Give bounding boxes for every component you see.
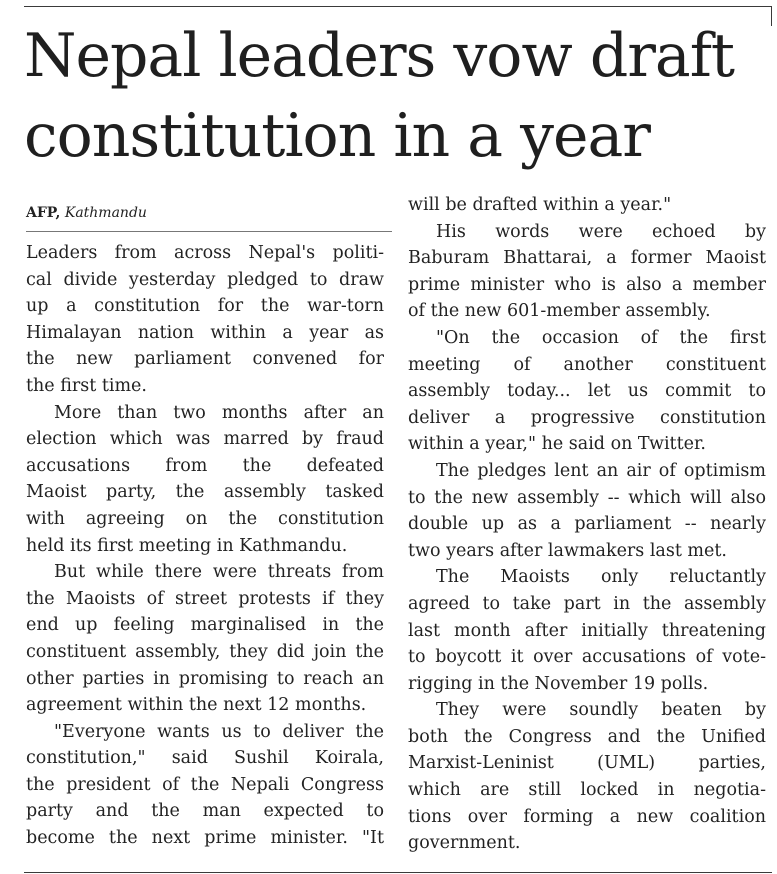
article-text-line: election which was marred by fraud xyxy=(26,429,384,450)
article-text-line: Marxist-Leninist (UML) parties, xyxy=(408,753,766,774)
article-text-line: meeting of another constituent xyxy=(408,354,766,375)
article-text-line: of the new 601-member assembly. xyxy=(408,301,711,322)
article-text-line: constituent assembly, they did join the xyxy=(26,641,384,662)
byline xyxy=(26,205,147,221)
article-text-line: constitution," said Sushil Koirala, xyxy=(26,748,384,769)
article-text-line: "On the occasion of the first xyxy=(436,327,766,348)
article-text-line: within a year," he said on Twitter. xyxy=(408,434,706,455)
article-text-line: deliver a progressive constitution xyxy=(408,407,766,428)
headline-line-2: constitution in a year xyxy=(24,101,650,171)
article-column-right xyxy=(408,192,766,857)
article-text-line: The pledges lent an air of optimism xyxy=(436,460,766,481)
article-text-line: both the Congress and the Unified xyxy=(408,726,766,747)
top-rule xyxy=(24,6,772,7)
article-text-line: prime minister who is also a member xyxy=(408,274,766,295)
article-text-line: other parties in promising to reach an xyxy=(26,668,384,689)
article-text-line: Baburam Bhattarai, a former Maoist xyxy=(408,248,766,269)
headline xyxy=(24,16,774,176)
article-text-line: which are still locked in negotia- xyxy=(408,780,766,801)
headline-line-1: Nepal leaders vow draft xyxy=(24,21,735,91)
article-text-line: The Maoists only reluctantly xyxy=(436,567,766,588)
bottom-rule xyxy=(24,872,772,873)
article-text-line: the president of the Nepali Congress xyxy=(26,774,384,795)
article-text-line: to the new assembly -- which will also xyxy=(408,487,766,508)
article-text-line: last month after initially threatening xyxy=(408,620,766,641)
article-text-line: assembly today... let us commit to xyxy=(408,381,766,402)
article-text-line: rigging in the November 19 polls. xyxy=(408,673,709,694)
article-text-line: accusations from the defeated xyxy=(26,455,384,476)
article-text-line: Leaders from across Nepal's politi- xyxy=(26,243,384,263)
article-text-line: agreed to take part in the assembly xyxy=(408,593,766,614)
article-text-line: His words were echoed by xyxy=(436,221,766,242)
article-text-line: become the next prime minister. "It xyxy=(26,828,384,849)
article-text-line: two years after lawmakers last met. xyxy=(408,540,727,561)
article-text-line: party and the man expected to xyxy=(26,801,384,822)
article-text-line: More than two months after an xyxy=(54,402,384,423)
article-text-line: They were soundly beaten by xyxy=(436,700,766,721)
article-text-line: Himalayan nation within a year as xyxy=(26,322,384,343)
article-text-line: double up as a parliament -- nearly xyxy=(408,514,766,535)
article-column-left xyxy=(26,240,384,852)
byline-agency: AFP, xyxy=(26,205,61,221)
article-text-line: up a constitution for the war-torn xyxy=(26,296,384,317)
article-text-line: to boycott it over accusations of vote- xyxy=(408,647,766,668)
article-text-line: "Everyone wants us to deliver the xyxy=(54,721,384,742)
byline-rule xyxy=(26,231,392,232)
article-text-line: But while there were threats from xyxy=(54,562,384,583)
article-text-line: Maoist party, the assembly tasked xyxy=(26,482,384,503)
article-text-line: will be drafted within a year." xyxy=(408,195,672,215)
article-text-line: the first time. xyxy=(26,375,147,396)
article-text-line: tions over forming a new coalition xyxy=(408,806,766,827)
article-text-line: agreement within the next 12 months. xyxy=(26,695,367,716)
article-text-line: cal divide yesterday pledged to draw xyxy=(26,269,384,290)
article-text-line: government. xyxy=(408,833,521,854)
article-text-line: held its first meeting in Kathmandu. xyxy=(26,535,348,556)
byline-place: Kathmandu xyxy=(64,205,147,221)
article-text-line: end up feeling marginalised in the xyxy=(26,615,384,636)
article-text-line: with agreeing on the constitution xyxy=(26,508,384,529)
article-text-line: the new parliament convened for xyxy=(26,349,384,370)
article-text-line: the Maoists of street protests if they xyxy=(26,588,384,609)
